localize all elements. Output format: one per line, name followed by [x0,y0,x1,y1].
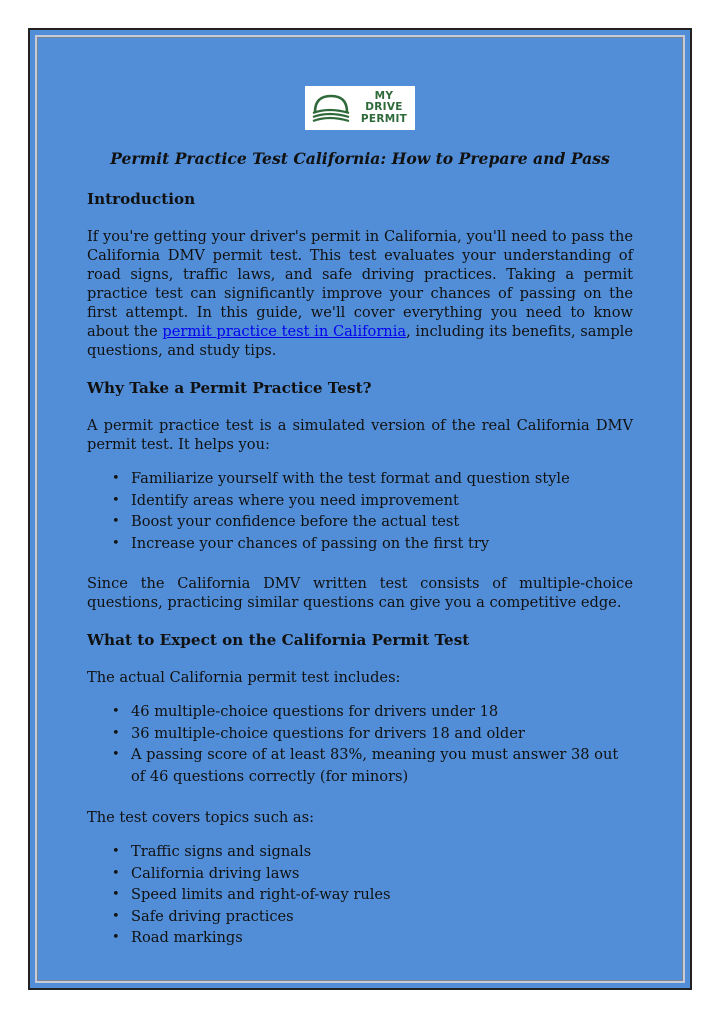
list-item [87,533,633,555]
list-item-text: 36 multiple-choice questions for drivers 18 and older [131,724,525,742]
bullet-icon: • [112,514,120,529]
list-item-text: Familiarize yourself with the test format and question style [131,470,570,487]
list-item-text: A passing score of at least 83%, meaning you must answer 38 out of 46 questions correctly (for minors) [131,746,619,785]
bullet-icon: • [112,865,120,881]
permit-practice-test-link[interactable]: permit practice test in California [162,323,407,340]
list-item [87,511,633,533]
bullet-icon: • [112,535,120,551]
brand-logo [305,86,415,130]
bullet-icon: • [112,471,120,486]
bullet-icon: • [112,704,120,719]
list-item-text: California driving laws [131,864,300,882]
document-body [87,86,633,949]
list-item [87,468,633,490]
expect-paragraph: The actual California permit test includes: [87,669,401,686]
list-item-text: Road markings [131,929,243,946]
bullet-icon: • [112,492,120,508]
why-paragraph: A permit practice test is a simulated version of the real California DMV permit test. It helps you: [87,417,633,453]
road-hills-logo-icon [309,90,353,126]
bullet-icon: • [112,725,120,741]
test-details-list [87,701,633,787]
list-item-text: Identify areas where you need improvement [131,491,459,509]
list-item-text: Traffic signs and signals [131,843,312,860]
list-item [87,884,633,906]
intro-heading: Introduction [87,190,196,208]
expect-heading: What to Expect on the California Permit Test [87,631,470,649]
topics-list [87,841,633,949]
bullet-icon: • [112,908,120,924]
intro-text-after-link: , including its benefits, sample questions, and study tips. [87,323,633,359]
list-item [87,927,633,949]
list-item-text: Increase your chances of passing on the first try [131,534,490,552]
intro-text-before-link: If you're getting your driver's permit in California, you'll need to pass the California DMV permit test. This test evaluates your understanding of road signs, traffic laws, and safe driving practices. Taking a permit practice test can significantly improve your chances of passing on the first attempt. In this guide, we'll cover everything you need to know about the [87,228,633,340]
list-item [87,744,633,787]
intro-paragraph [87,227,633,360]
list-item-text: Speed limits and right-of-way rules [131,886,391,903]
logo-line-2: PERMIT [360,112,408,125]
bullet-icon: • [112,747,120,762]
list-item [87,906,633,928]
logo-line-1: MY DRIVE [365,89,403,114]
list-item [87,701,633,723]
list-item [87,490,633,512]
logo-wordmark [359,91,409,126]
bullet-icon: • [112,887,120,902]
why-closing-paragraph: Since the California DMV written test consists of multiple-choice questions, practicing similar questions can give you a competitive edge. [87,575,633,611]
list-item [87,841,633,863]
document-title: Permit Practice Test California: How to Prepare and Pass [110,149,610,168]
bullet-icon: • [112,930,120,945]
list-item-text: Safe driving practices [131,907,294,925]
topics-intro: The test covers topics such as: [87,809,315,826]
why-heading: Why Take a Permit Practice Test? [87,379,372,397]
list-item [87,723,633,745]
list-item-text: 46 multiple-choice questions for drivers under 18 [131,703,499,720]
bullet-icon: • [112,844,120,859]
why-benefits-list [87,468,633,554]
list-item-text: Boost your confidence before the actual test [131,513,460,530]
list-item [87,863,633,885]
